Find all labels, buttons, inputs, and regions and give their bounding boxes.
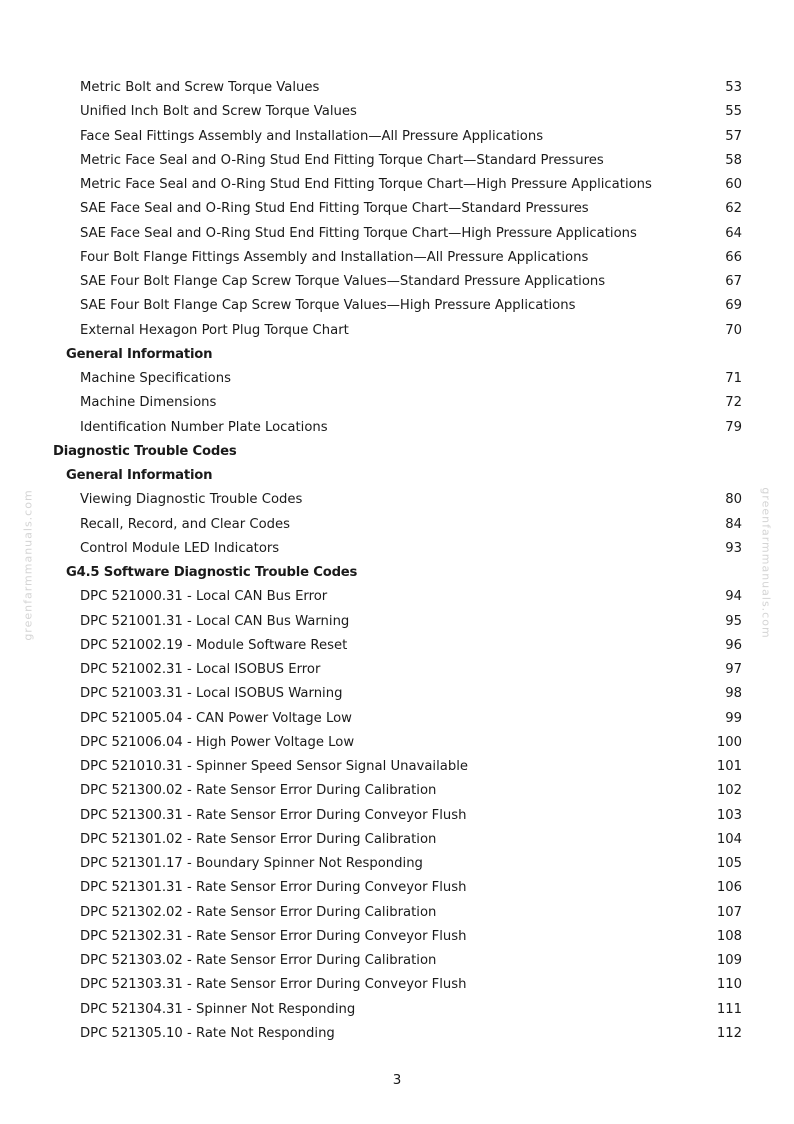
toc-entry[interactable] [0,755,794,779]
toc-entry-title: Face Seal Fittings Assembly and Installation—All Pressure Applications [80,128,544,144]
toc-entry[interactable] [0,585,794,609]
toc-entry-title: DPC 521303.02 - Rate Sensor Error During Calibration [80,953,437,968]
toc-entry-title: Unified Inch Bolt and Screw Torque Values [80,104,357,120]
toc-entry-title: Control Module LED Indicators [80,540,280,556]
toc-entry[interactable] [0,876,794,900]
toc-entry-title: General Information [66,346,213,362]
toc-entry-title: Viewing Diagnostic Trouble Codes [80,492,303,508]
toc-entry-title: DPC 521001.31 - Local CAN Bus Warning [80,613,350,629]
toc-entry[interactable] [0,852,794,876]
toc-entry[interactable] [0,610,794,634]
toc-entry-title: DPC 521002.19 - Module Software Reset [80,637,348,653]
toc-entry-title: SAE Face Seal and O-Ring Stud End Fitting Torque Chart—Standard Pressures [80,201,589,217]
toc-entry-title: SAE Face Seal and O-Ring Stud End Fitting Torque Chart—High Pressure Applications [80,225,637,241]
toc-entry-title: DPC 521002.31 - Local ISOBUS Error [80,662,321,677]
toc-entry-title: DPC 521301.02 - Rate Sensor Error During Calibration [80,831,437,847]
toc-entry-title: General Information [66,468,213,483]
toc-entry[interactable] [0,149,794,173]
toc-entry-title: DPC 521302.02 - Rate Sensor Error During Calibration [80,904,437,920]
toc-entry-page: 79 [725,419,742,435]
toc-section-heading [0,343,794,367]
toc-entry[interactable] [0,779,794,803]
toc-entry-title: Machine Specifications [80,371,231,386]
toc-entry[interactable] [0,949,794,973]
page-number: 3 [392,1072,402,1088]
toc-entry-title: DPC 521006.04 - High Power Voltage Low [80,734,355,750]
toc-entry-page: 108 [716,928,742,944]
toc-entry-page: 93 [725,540,742,556]
toc-entry-page: 98 [725,686,742,702]
toc-entry-page: 60 [725,177,742,192]
toc-entry-title: SAE Four Bolt Flange Cap Screw Torque Values—High Pressure Applications [80,298,576,314]
toc-entry[interactable] [0,998,794,1022]
toc-entry[interactable] [0,76,794,100]
toc-entry-page: 106 [716,880,742,896]
toc-entry-page: 71 [725,371,742,386]
toc-entry-page: 103 [716,807,742,823]
toc-entry[interactable] [0,537,794,561]
toc-entry[interactable] [0,294,794,318]
toc-entry-page: 107 [716,904,742,920]
toc-entry-page: 53 [725,80,742,95]
toc-entry[interactable] [0,925,794,949]
toc-entry-title: DPC 521010.31 - Spinner Speed Sensor Signal Unavailable [80,759,468,774]
toc-entry-page: 101 [716,759,742,774]
toc-entry[interactable] [0,731,794,755]
toc-entry-page: 96 [725,637,742,653]
toc-entry-title: DPC 521003.31 - Local ISOBUS Warning [80,686,343,702]
toc-entry[interactable] [0,173,794,197]
toc-entry-title: External Hexagon Port Plug Torque Chart [80,322,349,338]
toc-entry-page: 58 [725,152,742,168]
toc-entry-page: 99 [725,710,742,726]
toc-entry-page: 64 [725,225,742,241]
toc-entry-title: Diagnostic Trouble Codes [53,443,237,459]
toc-entry-page: 94 [725,589,742,605]
toc-entry[interactable] [0,901,794,925]
toc-entry-title: SAE Four Bolt Flange Cap Screw Torque Values—Standard Pressure Applications [80,274,606,289]
table-of-contents [0,76,794,1046]
toc-entry-page: 72 [725,395,742,411]
toc-entry[interactable] [0,222,794,246]
watermark-right: greenfarmmanuals.com [759,487,773,639]
watermark-left: greenfarmmanuals.com [21,489,35,641]
toc-entry-page: 110 [716,977,742,993]
toc-entry-title: DPC 521300.02 - Rate Sensor Error During Calibration [80,783,437,799]
toc-section-heading [0,561,794,585]
toc-entry-page: 109 [716,953,742,968]
toc-entry[interactable] [0,488,794,512]
toc-entry[interactable] [0,319,794,343]
toc-entry-title: DPC 521300.31 - Rate Sensor Error During Conveyor Flush [80,807,467,823]
toc-entry-page: 80 [725,492,742,508]
toc-entry[interactable] [0,828,794,852]
toc-entry[interactable] [0,246,794,270]
toc-entry[interactable] [0,707,794,731]
toc-entry[interactable] [0,973,794,997]
toc-entry-page: 97 [725,662,742,677]
toc-entry[interactable] [0,125,794,149]
toc-entry-title: DPC 521000.31 - Local CAN Bus Error [80,589,328,605]
toc-entry-page: 100 [716,734,742,750]
toc-entry[interactable] [0,1022,794,1046]
toc-entry-page: 112 [716,1025,742,1041]
toc-entry-title: Identification Number Plate Locations [80,419,328,435]
toc-entry-page: 104 [716,831,742,847]
toc-entry-title: Metric Face Seal and O-Ring Stud End Fitting Torque Chart—High Pressure Applications [80,177,652,192]
toc-entry-page: 67 [725,274,742,289]
toc-entry-title: Metric Bolt and Screw Torque Values [80,80,320,95]
toc-entry-page: 105 [716,856,742,871]
toc-entry-page: 102 [716,783,742,799]
toc-entry-title: DPC 521301.31 - Rate Sensor Error During Conveyor Flush [80,880,467,896]
toc-entry-title: DPC 521305.10 - Rate Not Responding [80,1025,335,1041]
toc-entry-title: DPC 521005.04 - CAN Power Voltage Low [80,710,352,726]
toc-entry-page: 70 [725,322,742,338]
toc-entry[interactable] [0,416,794,440]
toc-entry-page: 69 [725,298,742,314]
toc-entry-page: 66 [725,249,742,265]
toc-entry-page: 111 [716,1001,742,1017]
toc-entry-title: DPC 521303.31 - Rate Sensor Error During Conveyor Flush [80,977,467,993]
toc-entry-page: 95 [725,613,742,629]
toc-entry-title: G4.5 Software Diagnostic Trouble Codes [66,565,358,580]
toc-entry[interactable] [0,270,794,294]
toc-section-heading [0,464,794,488]
toc-entry-page: 57 [725,128,742,144]
toc-entry[interactable] [0,391,794,415]
toc-entry[interactable] [0,804,794,828]
toc-entry-title: Recall, Record, and Clear Codes [80,516,290,532]
toc-entry[interactable] [0,367,794,391]
toc-entry[interactable] [0,682,794,706]
toc-entry-page: 55 [725,104,742,120]
toc-entry[interactable] [0,634,794,658]
toc-entry-page: 62 [725,201,742,217]
toc-entry-title: Metric Face Seal and O-Ring Stud End Fitting Torque Chart—Standard Pressures [80,152,604,168]
toc-entry-title: Machine Dimensions [80,395,217,411]
toc-entry-title: Four Bolt Flange Fittings Assembly and Installation—All Pressure Applications [80,249,589,265]
toc-entry-title: DPC 521304.31 - Spinner Not Responding [80,1001,356,1017]
toc-entry[interactable] [0,197,794,221]
toc-entry-title: DPC 521301.17 - Boundary Spinner Not Responding [80,856,423,871]
toc-entry[interactable] [0,100,794,124]
toc-entry-title: DPC 521302.31 - Rate Sensor Error During Conveyor Flush [80,928,467,944]
toc-section-heading [0,440,794,464]
toc-entry-page: 84 [725,516,742,532]
toc-entry[interactable] [0,513,794,537]
toc-entry[interactable] [0,658,794,682]
